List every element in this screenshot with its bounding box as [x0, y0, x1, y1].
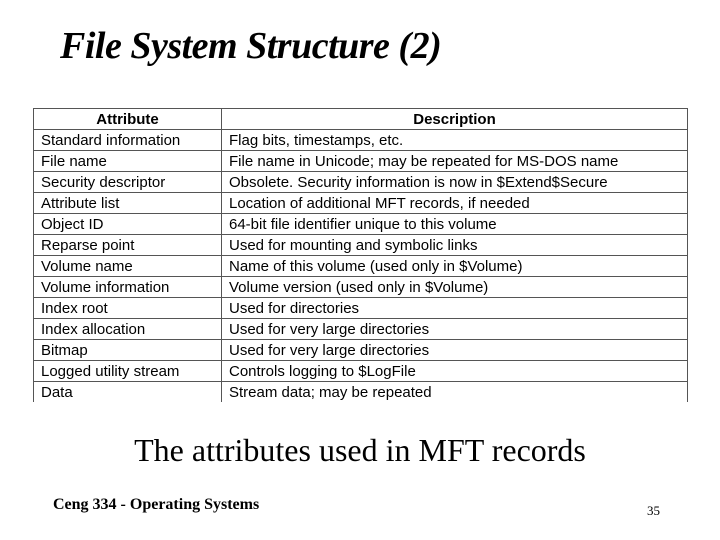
description-cell: Location of additional MFT records, if needed — [222, 193, 688, 214]
description-cell: Used for directories — [222, 298, 688, 319]
description-cell: Stream data; may be repeated — [222, 382, 688, 403]
table-row — [34, 256, 688, 277]
column-header-attribute: Attribute — [34, 109, 222, 130]
description-cell: File name in Unicode; may be repeated for MS-DOS name — [222, 151, 688, 172]
table-row — [34, 193, 688, 214]
column-header-description: Description — [222, 109, 688, 130]
table-row — [34, 130, 688, 151]
table-row — [34, 382, 688, 403]
description-cell: Volume version (used only in $Volume) — [222, 277, 688, 298]
mft-attributes-table — [33, 108, 688, 402]
attribute-cell: Data — [34, 382, 222, 403]
attribute-cell: Security descriptor — [34, 172, 222, 193]
description-cell: Flag bits, timestamps, etc. — [222, 130, 688, 151]
table-row — [34, 319, 688, 340]
description-cell: Used for mounting and symbolic links — [222, 235, 688, 256]
attribute-cell: Standard information — [34, 130, 222, 151]
attribute-cell: Object ID — [34, 214, 222, 235]
table-row — [34, 151, 688, 172]
attribute-cell: Bitmap — [34, 340, 222, 361]
table-row — [34, 214, 688, 235]
attribute-cell: Index root — [34, 298, 222, 319]
description-cell: Obsolete. Security information is now in $Extend$Secure — [222, 172, 688, 193]
table-row — [34, 361, 688, 382]
table-row — [34, 172, 688, 193]
description-cell: 64-bit file identifier unique to this volume — [222, 214, 688, 235]
attribute-cell: Volume information — [34, 277, 222, 298]
attribute-cell: Volume name — [34, 256, 222, 277]
slide-title: File System Structure (2) — [60, 25, 442, 67]
table-row — [34, 235, 688, 256]
slide-page-number: 35 — [647, 503, 660, 518]
attribute-cell: Index allocation — [34, 319, 222, 340]
description-cell: Used for very large directories — [222, 340, 688, 361]
description-cell: Name of this volume (used only in $Volume) — [222, 256, 688, 277]
table-row — [34, 340, 688, 361]
table-caption: The attributes used in MFT records — [134, 432, 586, 468]
description-cell: Used for very large directories — [222, 319, 688, 340]
attribute-cell: Attribute list — [34, 193, 222, 214]
attribute-cell: Reparse point — [34, 235, 222, 256]
attribute-cell: File name — [34, 151, 222, 172]
footer-course-name: Ceng 334 - Operating Systems — [53, 496, 260, 513]
table-header-row — [34, 109, 688, 130]
table-row — [34, 298, 688, 319]
table-row — [34, 277, 688, 298]
description-cell: Controls logging to $LogFile — [222, 361, 688, 382]
attribute-cell: Logged utility stream — [34, 361, 222, 382]
